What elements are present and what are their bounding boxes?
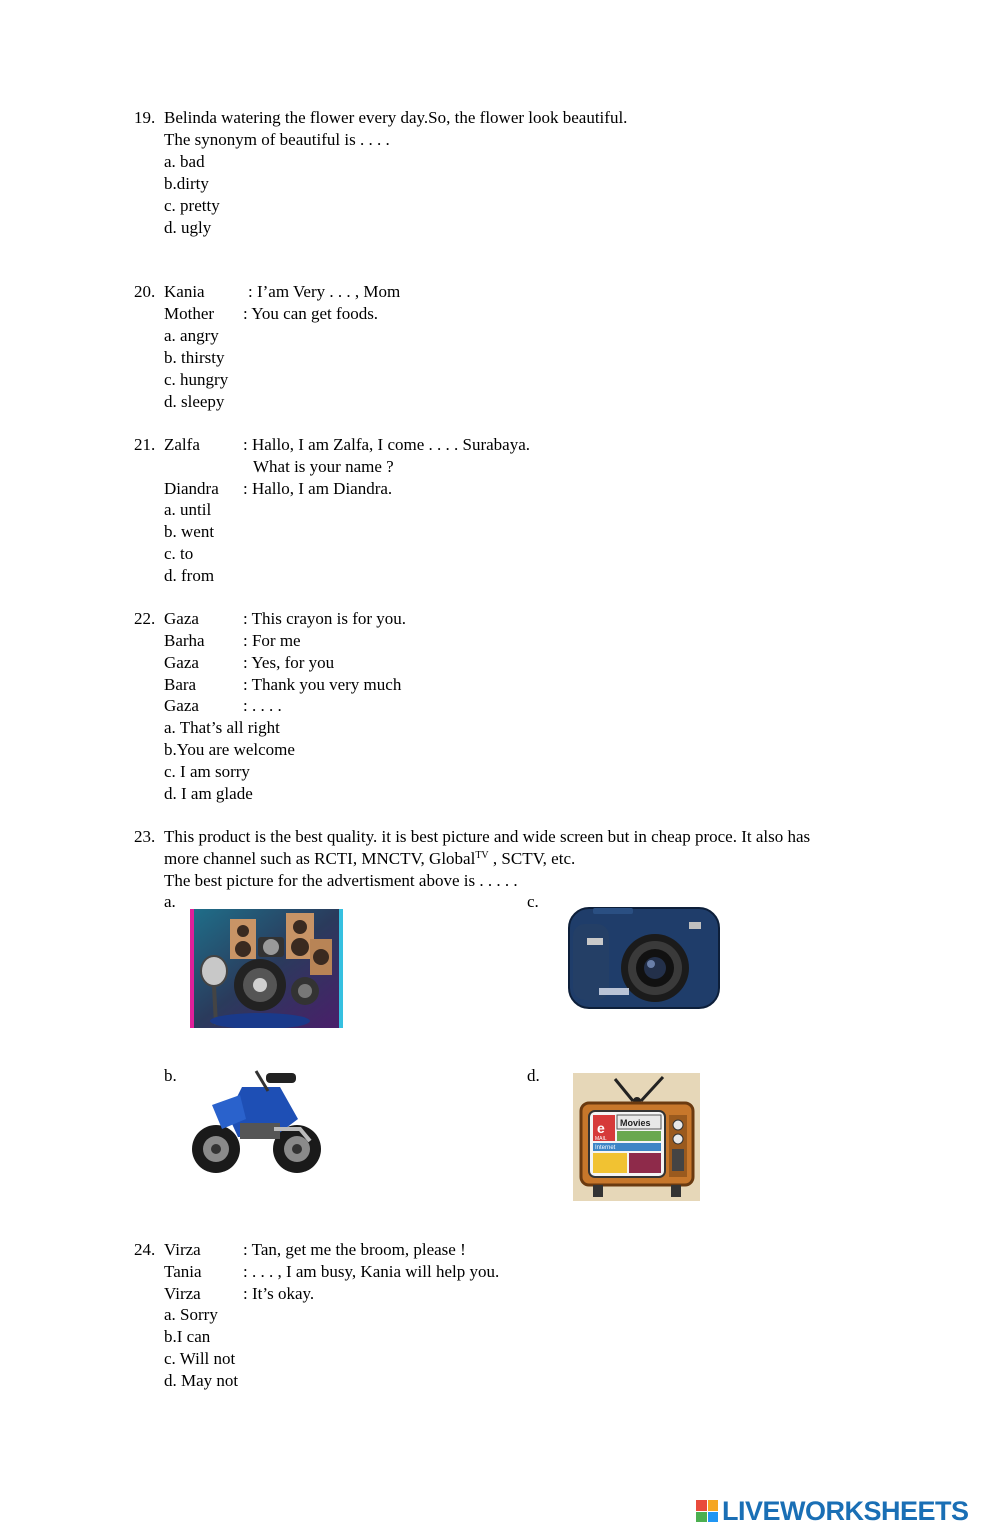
tv-mail-label: MAIL xyxy=(595,1136,607,1142)
dialog-line: : This crayon is for you. xyxy=(243,609,407,628)
tv-internet-label: Internet xyxy=(595,1145,616,1151)
dialog-speaker: Gaza xyxy=(164,609,199,628)
option-a[interactable]: a. until xyxy=(164,500,212,519)
option-b[interactable]: b. thirsty xyxy=(164,348,225,367)
question-number: 21. xyxy=(134,435,156,454)
camera-image[interactable] xyxy=(563,904,725,1042)
dialog-line: : Hallo, I am Diandra. xyxy=(243,479,393,498)
dialog-line: : I’am Very . . . , Mom xyxy=(248,282,401,301)
option-a[interactable]: a. bad xyxy=(164,152,205,171)
question-text: This product is the best quality. it is best picture and wide screen but in cheap proce. It also has xyxy=(164,827,811,846)
text-fragment: more channel such as RCTI, MNCTV, Global xyxy=(164,849,476,868)
logo-block xyxy=(696,1500,707,1511)
question-number: 23. xyxy=(134,827,156,846)
text-fragment: , SCTV, etc. xyxy=(488,849,576,868)
question-number: 22. xyxy=(134,609,156,628)
option-d[interactable]: d. I am glade xyxy=(164,784,253,803)
tv-movies-label: Movies xyxy=(620,1118,651,1128)
question-text: Belinda watering the flower every day.So, the flower look beautiful. xyxy=(164,108,628,127)
dialog-speaker: Mother xyxy=(164,304,215,323)
dialog-line: What is your name ? xyxy=(253,457,394,476)
dialog-speaker: Barha xyxy=(164,631,205,650)
option-a-label[interactable]: a. xyxy=(164,892,176,911)
option-a[interactable]: a. angry xyxy=(164,326,219,345)
dialog-line: : Tan, get me the broom, please ! xyxy=(243,1240,466,1259)
option-c-label[interactable]: c. xyxy=(527,892,539,911)
dialog-speaker: Gaza xyxy=(164,653,199,672)
option-d-label[interactable]: d. xyxy=(527,1066,540,1085)
logo-block xyxy=(708,1512,719,1523)
speakers-image[interactable] xyxy=(190,909,343,1028)
brand-name: LIVEWORKSHEETS xyxy=(722,1495,969,1526)
tv-e-label: e xyxy=(597,1120,605,1136)
superscript: TV xyxy=(475,850,489,861)
question-prompt: The synonym of beautiful is . . . . xyxy=(164,130,390,149)
television-icon xyxy=(573,1073,700,1201)
dialog-speaker: Diandra xyxy=(164,479,219,498)
logo-mark-icon xyxy=(696,1500,718,1522)
dialog-speaker: Gaza xyxy=(164,696,199,715)
dialog-line: : It’s okay. xyxy=(243,1284,315,1303)
dialog-line: : . . . . xyxy=(243,696,282,715)
speakers-icon xyxy=(190,909,343,1028)
option-c[interactable]: c. hungry xyxy=(164,370,229,389)
option-c[interactable]: c. pretty xyxy=(164,196,220,215)
option-a[interactable]: a. Sorry xyxy=(164,1305,218,1324)
dialog-line: : You can get foods. xyxy=(243,304,379,323)
dialog-line: : Yes, for you xyxy=(243,653,335,672)
option-d[interactable]: d. from xyxy=(164,566,215,585)
option-d[interactable]: d. sleepy xyxy=(164,392,225,411)
liveworksheets-logo xyxy=(696,1496,969,1526)
option-c[interactable]: c. Will not xyxy=(164,1349,236,1368)
motorcycle-image[interactable] xyxy=(182,1057,326,1181)
logo-block xyxy=(708,1500,719,1511)
dialog-line: : For me xyxy=(243,631,301,650)
dialog-speaker: Kania xyxy=(164,282,205,301)
dialog-speaker: Virza xyxy=(164,1284,201,1303)
option-b-label[interactable]: b. xyxy=(164,1066,177,1085)
camera-icon xyxy=(563,904,725,1042)
dialog-line: : Thank you very much xyxy=(243,675,402,694)
question-number: 19. xyxy=(134,108,156,127)
question-number: 20. xyxy=(134,282,156,301)
dialog-speaker: Virza xyxy=(164,1240,201,1259)
dialog-line: : . . . , I am busy, Kania will help you. xyxy=(243,1262,500,1281)
question-text-2 xyxy=(164,848,575,870)
motorcycle-icon xyxy=(182,1057,326,1181)
option-c[interactable]: c. I am sorry xyxy=(164,762,250,781)
option-d[interactable]: d. ugly xyxy=(164,218,212,237)
television-image[interactable] xyxy=(573,1073,700,1201)
logo-block xyxy=(696,1512,707,1523)
option-b[interactable]: b.I can xyxy=(164,1327,211,1346)
dialog-speaker: Tania xyxy=(164,1262,202,1281)
question-prompt: The best picture for the advertisment above is . . . . . xyxy=(164,871,518,890)
option-a[interactable]: a. That’s all right xyxy=(164,718,280,737)
option-b[interactable]: b. went xyxy=(164,522,215,541)
dialog-speaker: Zalfa xyxy=(164,435,200,454)
dialog-line: : Hallo, I am Zalfa, I come . . . . Surabaya. xyxy=(243,435,531,454)
question-number: 24. xyxy=(134,1240,156,1259)
option-d[interactable]: d. May not xyxy=(164,1371,239,1390)
option-c[interactable]: c. to xyxy=(164,544,194,563)
option-b[interactable]: b.You are welcome xyxy=(164,740,295,759)
option-b[interactable]: b.dirty xyxy=(164,174,209,193)
dialog-speaker: Bara xyxy=(164,675,197,694)
